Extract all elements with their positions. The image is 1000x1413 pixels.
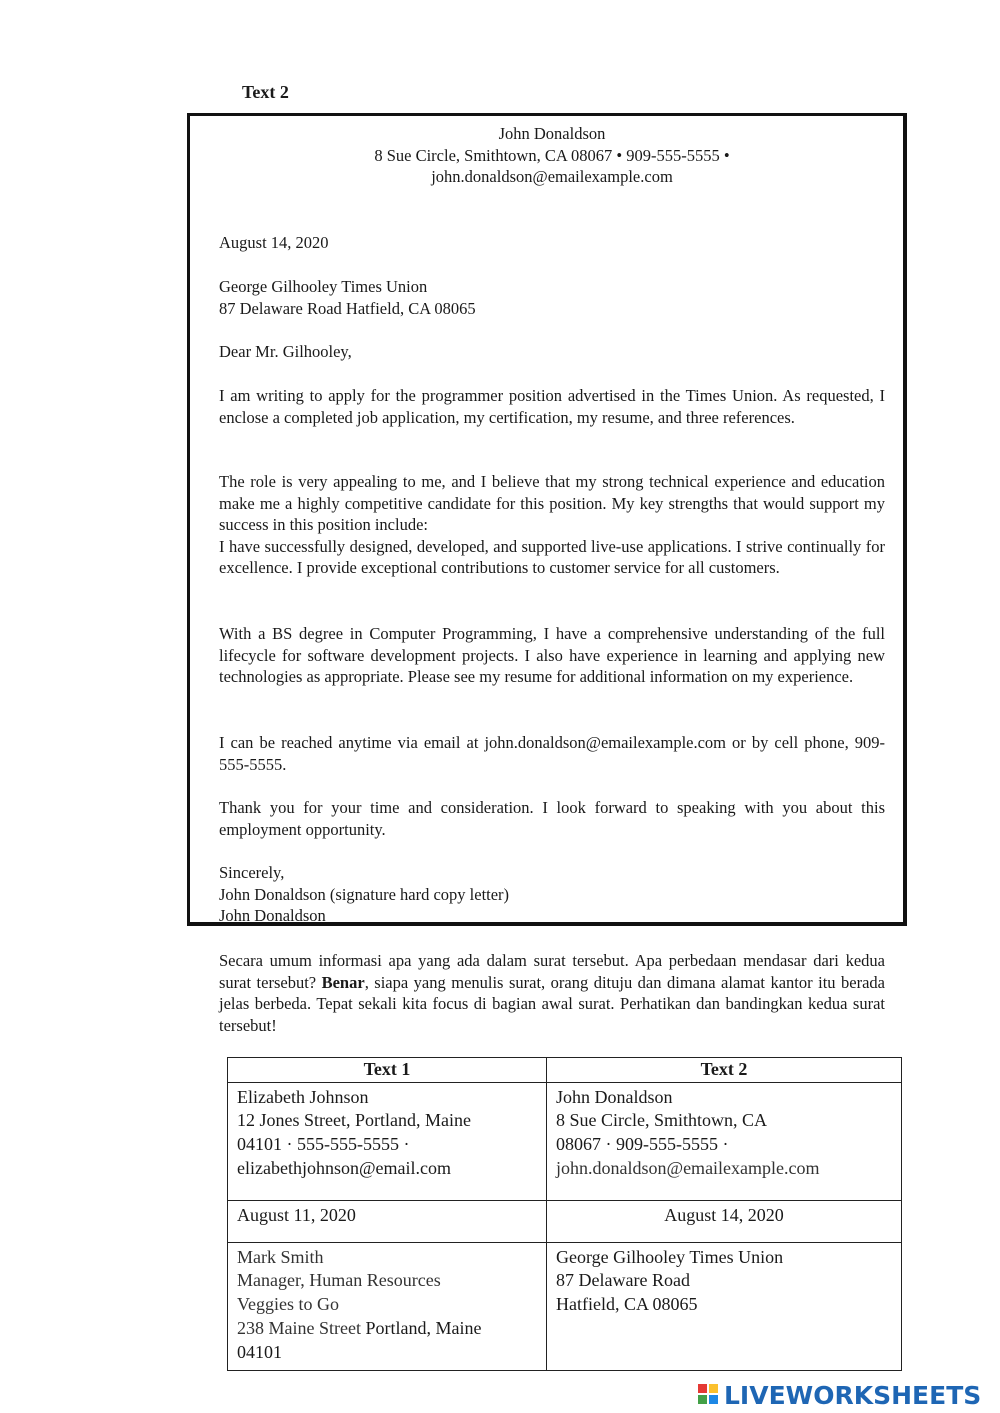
explanation-paragraph	[219, 950, 885, 1036]
letter-header	[220, 123, 884, 188]
signature-note: John Donaldson (signature hard copy letter)	[219, 884, 510, 904]
table-row	[228, 1242, 902, 1371]
cell-line: Veggies to Go	[237, 1294, 339, 1315]
table-header-row	[228, 1058, 902, 1083]
signature-name: John Donaldson	[219, 906, 326, 926]
paragraph-text: With a BS degree in Computer Programming, I have a comprehensive understanding of the full lifecycle for software development projects. I also have experience in learning and applying new technologies as appropriate. Please see my resume for additional information on my experience.	[219, 624, 885, 687]
letter-date	[219, 232, 885, 254]
cell-line: john.donaldson@emailexample.com	[556, 1157, 820, 1178]
liveworksheets-logo	[698, 1380, 998, 1410]
explanation-text: , siapa yang menulis surat, orang dituju dan dimana alamat kantor itu berada jelas berbeda. Tepat sekali kita focus di bagian awal surat. Perhatikan dan bandingkan kedua surat tersebut!	[219, 972, 885, 1035]
cell-fragment: Portland, Maine	[365, 1317, 482, 1338]
closing-block	[219, 862, 885, 927]
cell-line: Hatfield, CA 08065	[556, 1294, 698, 1315]
cell-line: 87 Delaware Road	[556, 1270, 690, 1291]
table-cell	[547, 1082, 902, 1200]
cell-line: 04101 · 555-555-5555 ·	[237, 1134, 410, 1155]
paragraph-4	[219, 732, 885, 775]
table-cell	[547, 1242, 902, 1371]
paragraph-text: The role is very appealing to me, and I believe that my strong technical experience and education make me a highly competitive candidate for this position. My key strengths that would support my success in this position include:	[219, 472, 885, 535]
table-row	[228, 1082, 902, 1200]
cell-line: Mark Smith	[237, 1246, 324, 1267]
cell-line: elizabethjohnson@email.com	[237, 1157, 452, 1178]
paragraph-text: I can be reached anytime via email at john.donaldson@emailexample.com or by cell phone, 909-555-5555.	[219, 733, 885, 774]
paragraph-5	[219, 797, 885, 840]
sender-name: John Donaldson	[498, 124, 606, 143]
recipient-line: George Gilhooley Times Union	[219, 277, 428, 296]
paragraph-3	[219, 623, 885, 688]
comparison-table	[227, 1057, 902, 1371]
logo-text: LIVEWORKSHEETS	[724, 1380, 982, 1410]
paragraph-text: I am writing to apply for the programmer position advertised in the Times Union. As requested, I enclose a completed job application, my certification, my resume, and three references.	[219, 386, 885, 427]
table-cell: August 11, 2020	[228, 1200, 547, 1242]
paragraph-1	[219, 385, 885, 428]
cell-line: George Gilhooley Times Union	[556, 1246, 784, 1267]
salutation	[219, 341, 885, 363]
sender-address: 8 Sue Circle, Smithtown, CA 08067 • 909-555-5555 •	[374, 145, 730, 165]
cell-line	[237, 1317, 537, 1341]
recipient-block	[219, 276, 885, 319]
sender-email: john.donaldson@emailexample.com	[431, 167, 673, 187]
paragraph-2	[219, 471, 885, 579]
table-cell: August 14, 2020	[547, 1200, 902, 1242]
recipient-line: 87 Delaware Road Hatfield, CA 08065	[219, 298, 476, 318]
date-text: August 14, 2020	[219, 233, 329, 252]
closing: Sincerely,	[219, 863, 285, 882]
paragraph-text: Thank you for your time and consideration. I look forward to speaking with you about this employment opportunity.	[219, 798, 885, 839]
explanation-bold: Benar	[321, 972, 365, 992]
logo-icon	[698, 1384, 720, 1406]
salutation-text: Dear Mr. Gilhooley,	[219, 342, 352, 361]
cell-line: 8 Sue Circle, Smithtown, CA	[556, 1110, 767, 1131]
table-cell	[228, 1242, 547, 1371]
table-row	[228, 1200, 902, 1242]
cell-line: Elizabeth Johnson	[237, 1086, 369, 1107]
cell-line: 12 Jones Street, Portland, Maine	[237, 1110, 471, 1131]
table-header: Text 1	[228, 1058, 547, 1083]
cell-fragment: 238 Maine Street	[237, 1317, 361, 1338]
section-label: Text 2	[242, 82, 289, 102]
cell-line: Manager, Human Resources	[237, 1270, 441, 1291]
paragraph-text: I have successfully designed, developed, and supported live-use applications. I strive continually for excellence. I provide exceptional contributions to customer service for all customers.	[219, 536, 885, 578]
explanation-text: Secara umum informasi apa yang ada dalam surat tersebut. Apa perbedaan mendasar dari kedua surat tersebut?	[219, 951, 885, 992]
table-cell	[228, 1082, 547, 1200]
cell-line: 04101	[237, 1341, 282, 1362]
cell-line: 08067 · 909-555-5555 ·	[556, 1134, 729, 1155]
table-header: Text 2	[547, 1058, 902, 1083]
cell-line: John Donaldson	[556, 1086, 673, 1107]
